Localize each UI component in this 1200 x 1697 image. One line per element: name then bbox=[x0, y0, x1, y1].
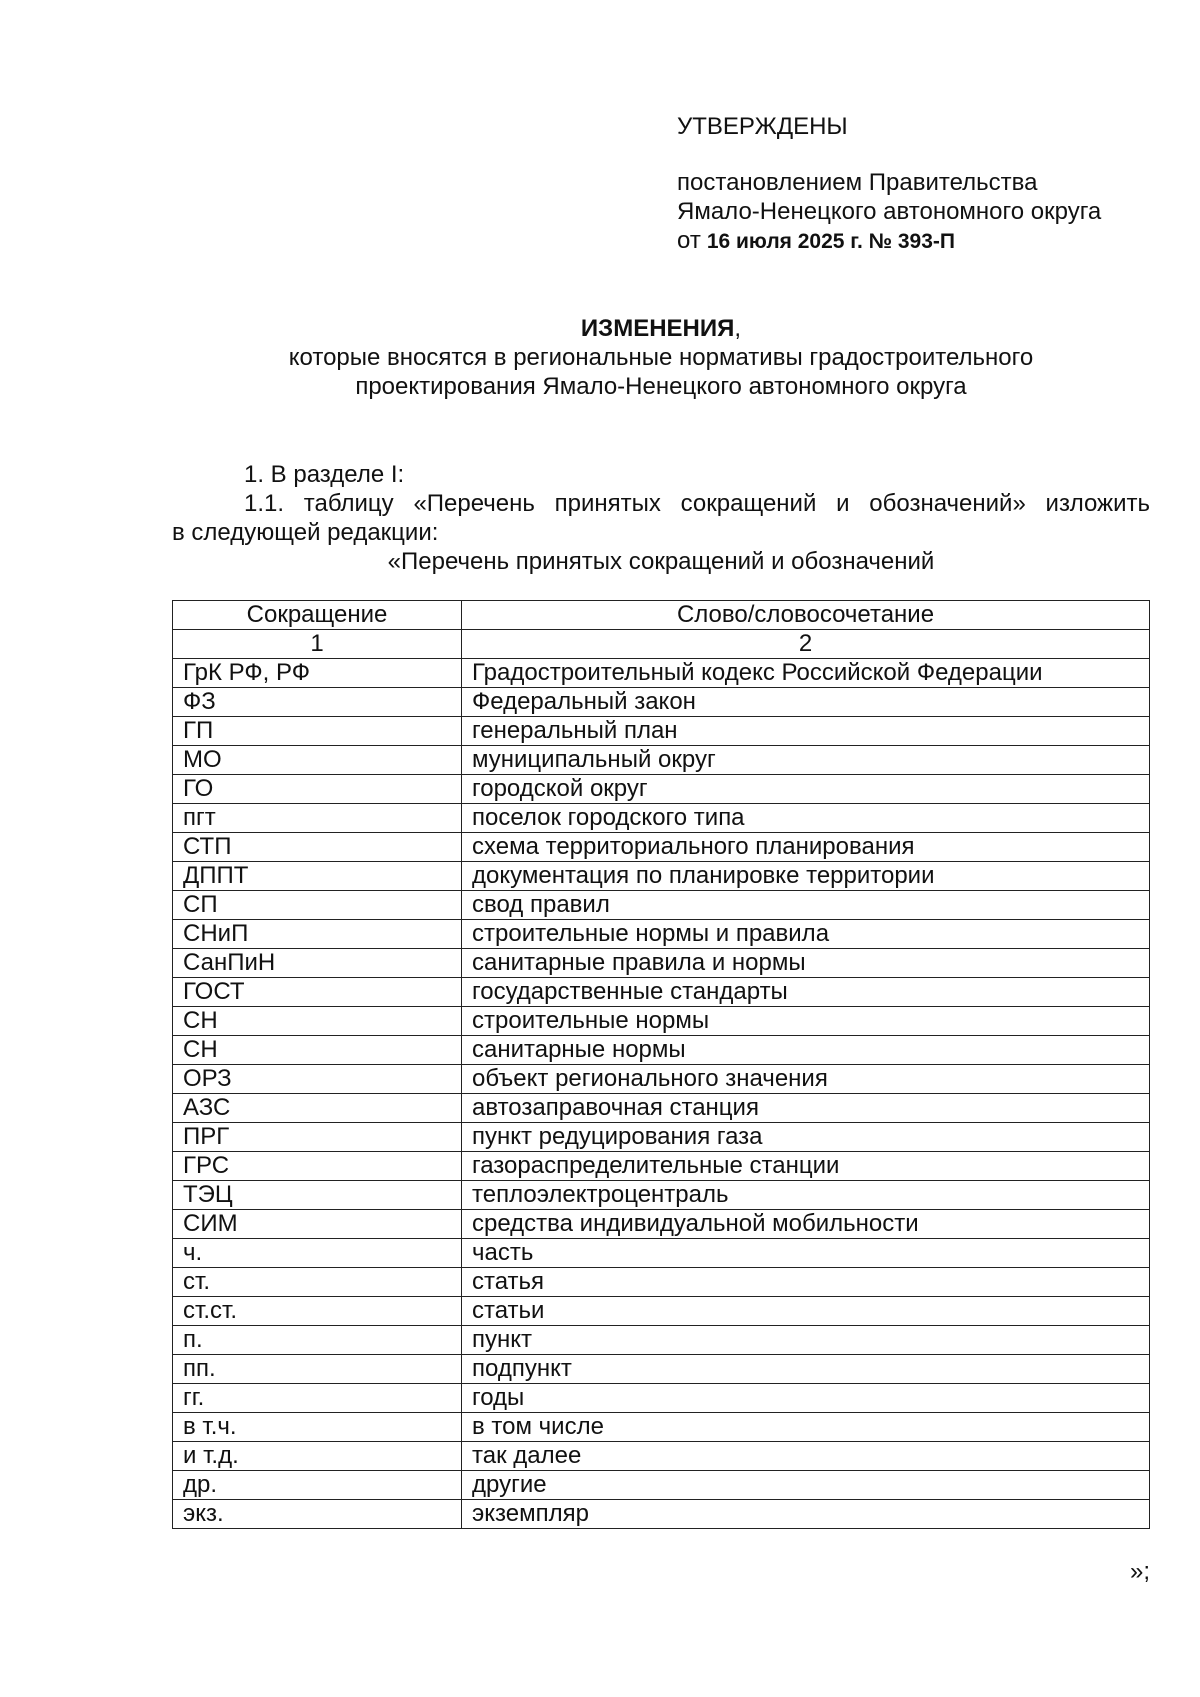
abbreviation-cell: СНиП bbox=[173, 920, 462, 949]
abbreviation-cell: ст. bbox=[173, 1268, 462, 1297]
phrase-cell: теплоэлектроцентраль bbox=[462, 1181, 1150, 1210]
abbreviation-cell: СН bbox=[173, 1036, 462, 1065]
phrase-cell: Федеральный закон bbox=[462, 688, 1150, 717]
phrase-cell: часть bbox=[462, 1239, 1150, 1268]
phrase-cell: объект регионального значения bbox=[462, 1065, 1150, 1094]
phrase-cell: так далее bbox=[462, 1442, 1150, 1471]
abbreviation-cell: ТЭЦ bbox=[173, 1181, 462, 1210]
phrase-cell: строительные нормы bbox=[462, 1007, 1150, 1036]
abbreviation-cell: др. bbox=[173, 1471, 462, 1500]
phrase-cell: генеральный план bbox=[462, 717, 1150, 746]
phrase-cell: свод правил bbox=[462, 891, 1150, 920]
header-abbreviation: Сокращение bbox=[173, 601, 462, 630]
table-column-numbers-row bbox=[173, 630, 1150, 659]
abbreviation-cell: и т.д. bbox=[173, 1442, 462, 1471]
item-1-1-line-2: в следующей редакции: bbox=[172, 519, 439, 546]
table-row bbox=[173, 1239, 1150, 1268]
abbreviation-cell: ст.ст. bbox=[173, 1297, 462, 1326]
document-heading bbox=[172, 314, 1150, 401]
table-row bbox=[173, 1268, 1150, 1297]
abbreviation-cell: СанПиН bbox=[173, 949, 462, 978]
table-row bbox=[173, 862, 1150, 891]
column-number-1: 1 bbox=[173, 630, 462, 659]
phrase-cell: санитарные правила и нормы bbox=[462, 949, 1150, 978]
item-1-1-line-1: 1.1. таблицу «Перечень принятых сокращений и обозначений» изложить bbox=[244, 490, 1150, 517]
table-row bbox=[173, 1094, 1150, 1123]
abbreviation-cell: пп. bbox=[173, 1355, 462, 1384]
phrase-cell: строительные нормы и правила bbox=[462, 920, 1150, 949]
approval-date-number: 16 июля 2025 г. № 393-П bbox=[706, 230, 955, 253]
abbreviation-cell: СТП bbox=[173, 833, 462, 862]
phrase-cell: поселок городского типа bbox=[462, 804, 1150, 833]
phrase-cell: подпункт bbox=[462, 1355, 1150, 1384]
table-row bbox=[173, 1152, 1150, 1181]
table-row bbox=[173, 1123, 1150, 1152]
abbreviation-cell: СН bbox=[173, 1007, 462, 1036]
table-row bbox=[173, 920, 1150, 949]
item-1: 1. В разделе I: bbox=[244, 461, 405, 488]
table-row bbox=[173, 978, 1150, 1007]
abbreviation-cell: СП bbox=[173, 891, 462, 920]
table-row bbox=[173, 1355, 1150, 1384]
approval-date-prefix: от bbox=[677, 227, 701, 254]
phrase-cell: пункт редуцирования газа bbox=[462, 1123, 1150, 1152]
phrase-cell: санитарные нормы bbox=[462, 1036, 1150, 1065]
phrase-cell: пункт bbox=[462, 1326, 1150, 1355]
column-number-2: 2 bbox=[462, 630, 1150, 659]
abbreviation-cell: ДППТ bbox=[173, 862, 462, 891]
table-row bbox=[173, 1442, 1150, 1471]
closing-quote: »; bbox=[1129, 1558, 1150, 1585]
table-row bbox=[173, 717, 1150, 746]
approval-title: УТВЕРЖДЕНЫ bbox=[677, 113, 848, 140]
abbreviation-cell: ГрК РФ, РФ bbox=[173, 659, 462, 688]
abbreviation-cell: ГО bbox=[173, 775, 462, 804]
heading-title-line bbox=[172, 314, 1150, 343]
phrase-cell: статьи bbox=[462, 1297, 1150, 1326]
table-header-row bbox=[173, 601, 1150, 630]
phrase-cell: другие bbox=[462, 1471, 1150, 1500]
phrase-cell: автозаправочная станция bbox=[462, 1094, 1150, 1123]
table-row bbox=[173, 1181, 1150, 1210]
table-row bbox=[173, 1384, 1150, 1413]
table-row bbox=[173, 804, 1150, 833]
table-row bbox=[173, 949, 1150, 978]
approval-date-line bbox=[677, 226, 1157, 256]
table-row bbox=[173, 1065, 1150, 1094]
approval-line-2: Ямало-Ненецкого автономного округа bbox=[677, 198, 1102, 225]
abbreviation-cell: пгт bbox=[173, 804, 462, 833]
heading-subtitle-2: проектирования Ямало-Ненецкого автономного округа bbox=[355, 373, 967, 400]
abbreviation-cell: СИМ bbox=[173, 1210, 462, 1239]
abbreviation-cell: МО bbox=[173, 746, 462, 775]
abbreviations-table bbox=[172, 600, 1150, 1529]
abbreviation-cell: ФЗ bbox=[173, 688, 462, 717]
table-row bbox=[173, 1413, 1150, 1442]
table-row bbox=[173, 1210, 1150, 1239]
abbreviation-cell: в т.ч. bbox=[173, 1413, 462, 1442]
table-row bbox=[173, 1326, 1150, 1355]
heading-subtitle-1: которые вносятся в региональные нормативы градостроительного bbox=[288, 344, 1034, 371]
abbreviation-cell: гг. bbox=[173, 1384, 462, 1413]
approval-block bbox=[677, 112, 1157, 256]
table-row bbox=[173, 1007, 1150, 1036]
abbreviation-cell: ГП bbox=[173, 717, 462, 746]
table-row bbox=[173, 1297, 1150, 1326]
table-row bbox=[173, 833, 1150, 862]
table-row bbox=[173, 1500, 1150, 1529]
table-row bbox=[173, 746, 1150, 775]
phrase-cell: схема территориального планирования bbox=[462, 833, 1150, 862]
table-row bbox=[173, 1471, 1150, 1500]
phrase-cell: в том числе bbox=[462, 1413, 1150, 1442]
heading-title: ИЗМЕНЕНИЯ bbox=[580, 315, 735, 342]
table-row bbox=[173, 775, 1150, 804]
abbreviation-cell: ГРС bbox=[173, 1152, 462, 1181]
phrase-cell: Градостроительный кодекс Российской Федерации bbox=[462, 659, 1150, 688]
abbreviation-cell: ГОСТ bbox=[173, 978, 462, 1007]
phrase-cell: средства индивидуальной мобильности bbox=[462, 1210, 1150, 1239]
heading-title-suffix: , bbox=[734, 315, 742, 342]
table-row bbox=[173, 688, 1150, 717]
phrase-cell: государственные стандарты bbox=[462, 978, 1150, 1007]
phrase-cell: экземпляр bbox=[462, 1500, 1150, 1529]
table-caption: «Перечень принятых сокращений и обозначений bbox=[387, 548, 935, 575]
phrase-cell: статья bbox=[462, 1268, 1150, 1297]
abbreviation-cell: п. bbox=[173, 1326, 462, 1355]
approval-line-1: постановлением Правительства bbox=[677, 169, 1038, 196]
table-row bbox=[173, 1036, 1150, 1065]
abbreviation-cell: ОРЗ bbox=[173, 1065, 462, 1094]
document-body bbox=[172, 460, 1150, 576]
phrase-cell: городской округ bbox=[462, 775, 1150, 804]
abbreviation-cell: АЗС bbox=[173, 1094, 462, 1123]
header-phrase: Слово/словосочетание bbox=[462, 601, 1150, 630]
abbreviation-cell: ПРГ bbox=[173, 1123, 462, 1152]
phrase-cell: муниципальный округ bbox=[462, 746, 1150, 775]
table-row bbox=[173, 659, 1150, 688]
phrase-cell: годы bbox=[462, 1384, 1150, 1413]
phrase-cell: документация по планировке территории bbox=[462, 862, 1150, 891]
table-row bbox=[173, 891, 1150, 920]
abbreviation-cell: экз. bbox=[173, 1500, 462, 1529]
abbreviation-cell: ч. bbox=[173, 1239, 462, 1268]
phrase-cell: газораспределительные станции bbox=[462, 1152, 1150, 1181]
